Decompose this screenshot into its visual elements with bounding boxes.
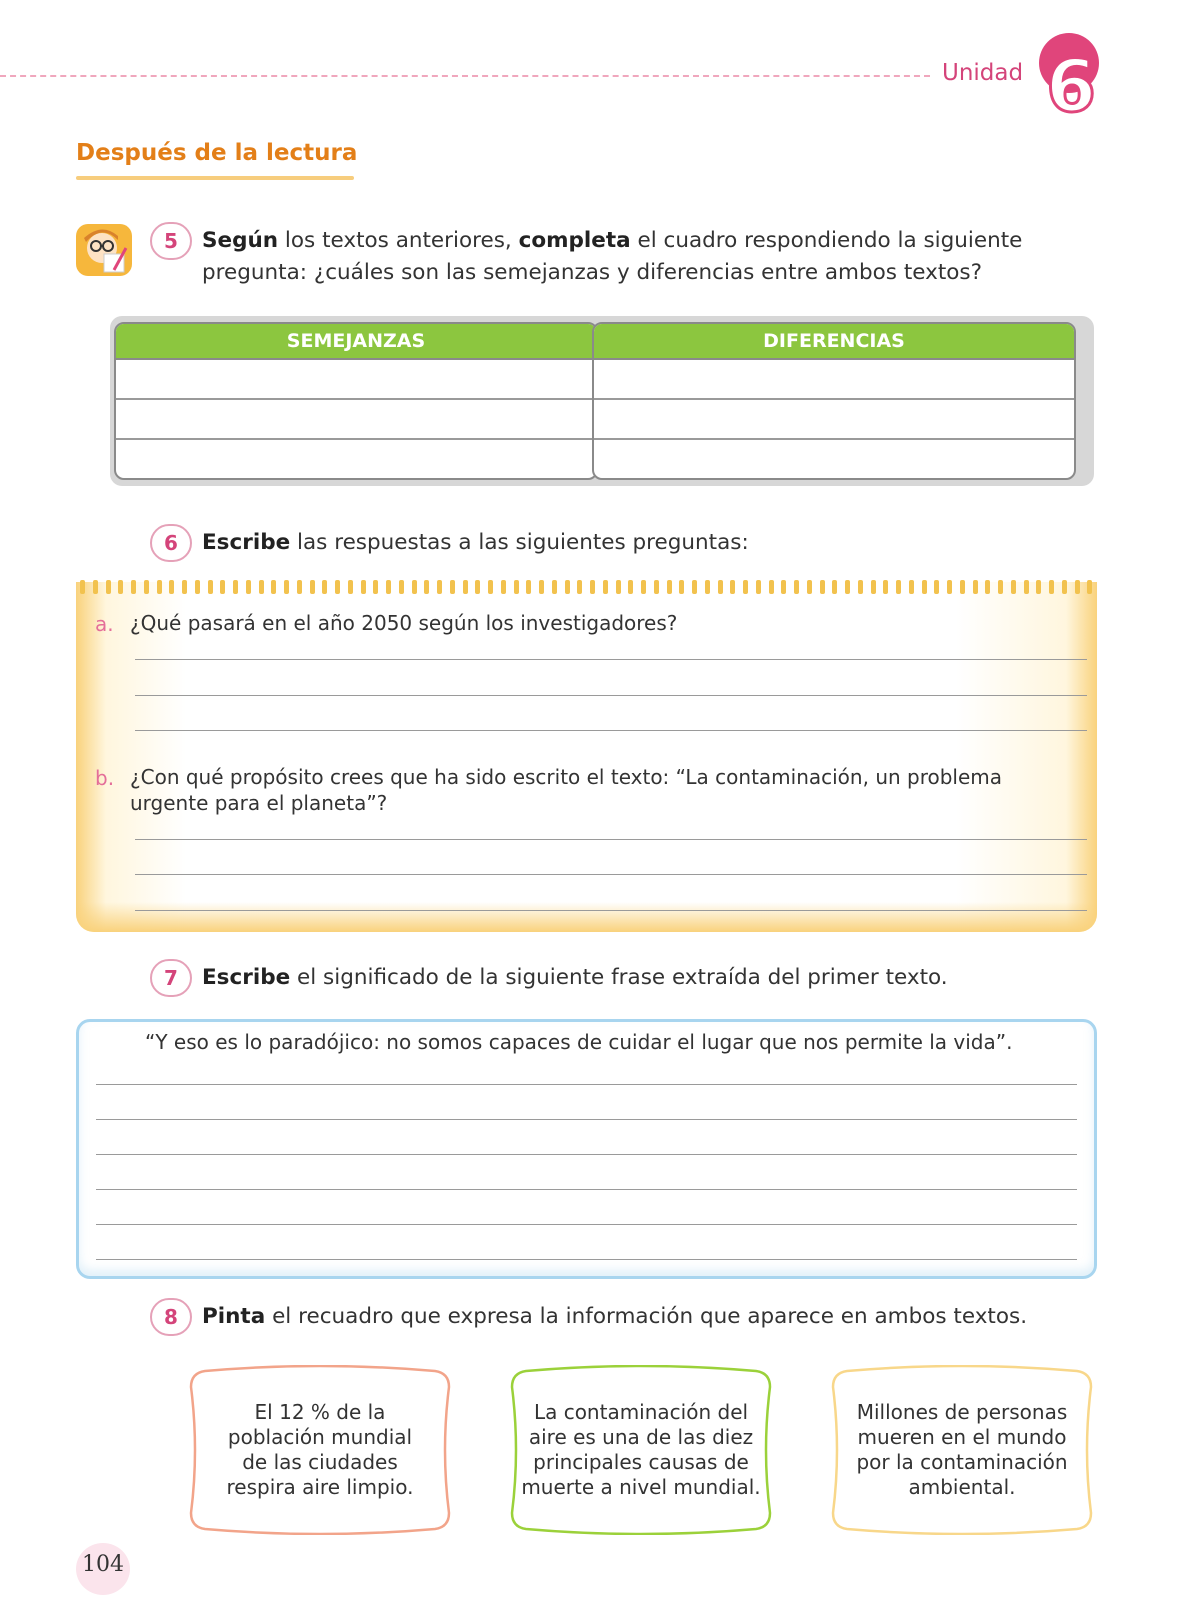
similarities-row-1[interactable]	[116, 360, 596, 400]
meaning-line-3[interactable]	[96, 1154, 1077, 1155]
option-2-line-1: La contaminación del	[533, 1400, 749, 1424]
activity-5-text-1: los textos anteriores,	[278, 228, 519, 253]
section-title-underline	[76, 176, 354, 180]
answer-b-line-2[interactable]	[135, 874, 1087, 875]
option-3-line-2: mueren en el mundo	[857, 1425, 1067, 1449]
activity-5-instruction	[202, 225, 1082, 289]
differences-column	[592, 322, 1076, 480]
similarities-row-3[interactable]	[116, 440, 596, 480]
option-box-2-text	[516, 1400, 766, 1500]
differences-row-3[interactable]	[594, 440, 1074, 480]
differences-row-2[interactable]	[594, 400, 1074, 440]
question-a-text: ¿Qué pasará en el año 2050 según los investigadores?	[130, 611, 678, 635]
option-1-line-2: población mundial	[227, 1425, 413, 1449]
activity-8-number: 8	[150, 1298, 192, 1336]
activity-7-number: 7	[150, 959, 192, 997]
meaning-line-6[interactable]	[96, 1259, 1077, 1260]
option-box-3[interactable]	[827, 1365, 1097, 1535]
question-a-label: a.	[95, 612, 114, 636]
notepad-spiral	[76, 580, 1097, 596]
similarities-header: SEMEJANZAS	[116, 324, 596, 360]
page-number: 104	[82, 1552, 124, 1577]
option-3-line-1: Millones de personas	[856, 1400, 1068, 1424]
option-box-3-text	[837, 1400, 1087, 1500]
meaning-line-1[interactable]	[96, 1084, 1077, 1085]
quote-text: “Y eso es lo paradójico: no somos capaces de cuidar el lugar que nos permite la vida”.	[145, 1030, 1013, 1054]
differences-header: DIFERENCIAS	[594, 324, 1074, 360]
option-3-line-3: por la contaminación	[856, 1450, 1068, 1474]
activity-6-verb: Escribe	[202, 530, 291, 555]
header-dashed-line	[0, 75, 930, 77]
question-b-text	[130, 764, 1002, 816]
answer-a-line-1[interactable]	[135, 659, 1087, 660]
meaning-line-5[interactable]	[96, 1224, 1077, 1225]
answer-b-line-3[interactable]	[135, 910, 1087, 911]
similarities-row-2[interactable]	[116, 400, 596, 440]
option-2-line-3: principales causas de	[533, 1450, 749, 1474]
activity-8-text: el recuadro que expresa la información que aparece en ambos textos.	[265, 1304, 1028, 1329]
activity-5-text-3: pregunta: ¿cuáles son las semejanzas y diferencias entre ambos textos?	[202, 260, 983, 285]
answer-a-line-3[interactable]	[135, 730, 1087, 731]
activity-5-verb-1: Según	[202, 228, 279, 253]
answer-b-line-1[interactable]	[135, 839, 1087, 840]
activity-6-number: 6	[150, 524, 192, 562]
answer-a-line-2[interactable]	[135, 695, 1087, 696]
meaning-line-4[interactable]	[96, 1189, 1077, 1190]
question-b-text-line-2: urgente para el planeta”?	[130, 791, 388, 815]
option-box-2[interactable]	[506, 1365, 776, 1535]
unit-number-badge	[1035, 33, 1101, 121]
unit-label: Unidad	[942, 60, 1024, 86]
option-2-line-4: muerte a nivel mundial.	[521, 1475, 761, 1499]
similarities-column	[114, 322, 598, 480]
option-box-1-text	[205, 1400, 435, 1500]
section-title: Después de la lectura	[76, 140, 358, 166]
activity-5-text-2: el cuadro respondiendo la siguiente	[630, 228, 1023, 253]
option-3-line-4: ambiental.	[908, 1475, 1016, 1499]
option-box-1[interactable]	[185, 1365, 455, 1535]
option-1-line-1: El 12 % de la	[254, 1400, 386, 1424]
activity-6-text: las respuestas a las siguientes preguntas:	[290, 530, 749, 555]
differences-row-1[interactable]	[594, 360, 1074, 400]
meaning-answer-box	[76, 1019, 1097, 1279]
unit-number: 6	[1045, 44, 1097, 121]
activity-7-verb: Escribe	[202, 965, 291, 990]
activity-5-number: 5	[150, 222, 192, 260]
activity-5-verb-2: completa	[518, 228, 631, 253]
option-2-line-2: aire es una de las diez	[528, 1425, 754, 1449]
student-writing-icon	[74, 222, 134, 278]
activity-8-instruction	[202, 1301, 1027, 1333]
comparison-table	[110, 316, 1094, 486]
option-1-line-4: respira aire limpio.	[226, 1475, 414, 1499]
activity-8-verb: Pinta	[202, 1304, 266, 1329]
activity-6-instruction	[202, 527, 749, 559]
activity-7-instruction	[202, 962, 948, 994]
meaning-line-2[interactable]	[96, 1119, 1077, 1120]
option-1-line-3: de las ciudades	[242, 1450, 398, 1474]
question-b-label: b.	[95, 766, 115, 790]
question-b-text-line-1: ¿Con qué propósito crees que ha sido escrito el texto: “La contaminación, un problema	[130, 765, 1003, 789]
activity-7-text: el significado de la siguiente frase extraída del primer texto.	[290, 965, 948, 990]
